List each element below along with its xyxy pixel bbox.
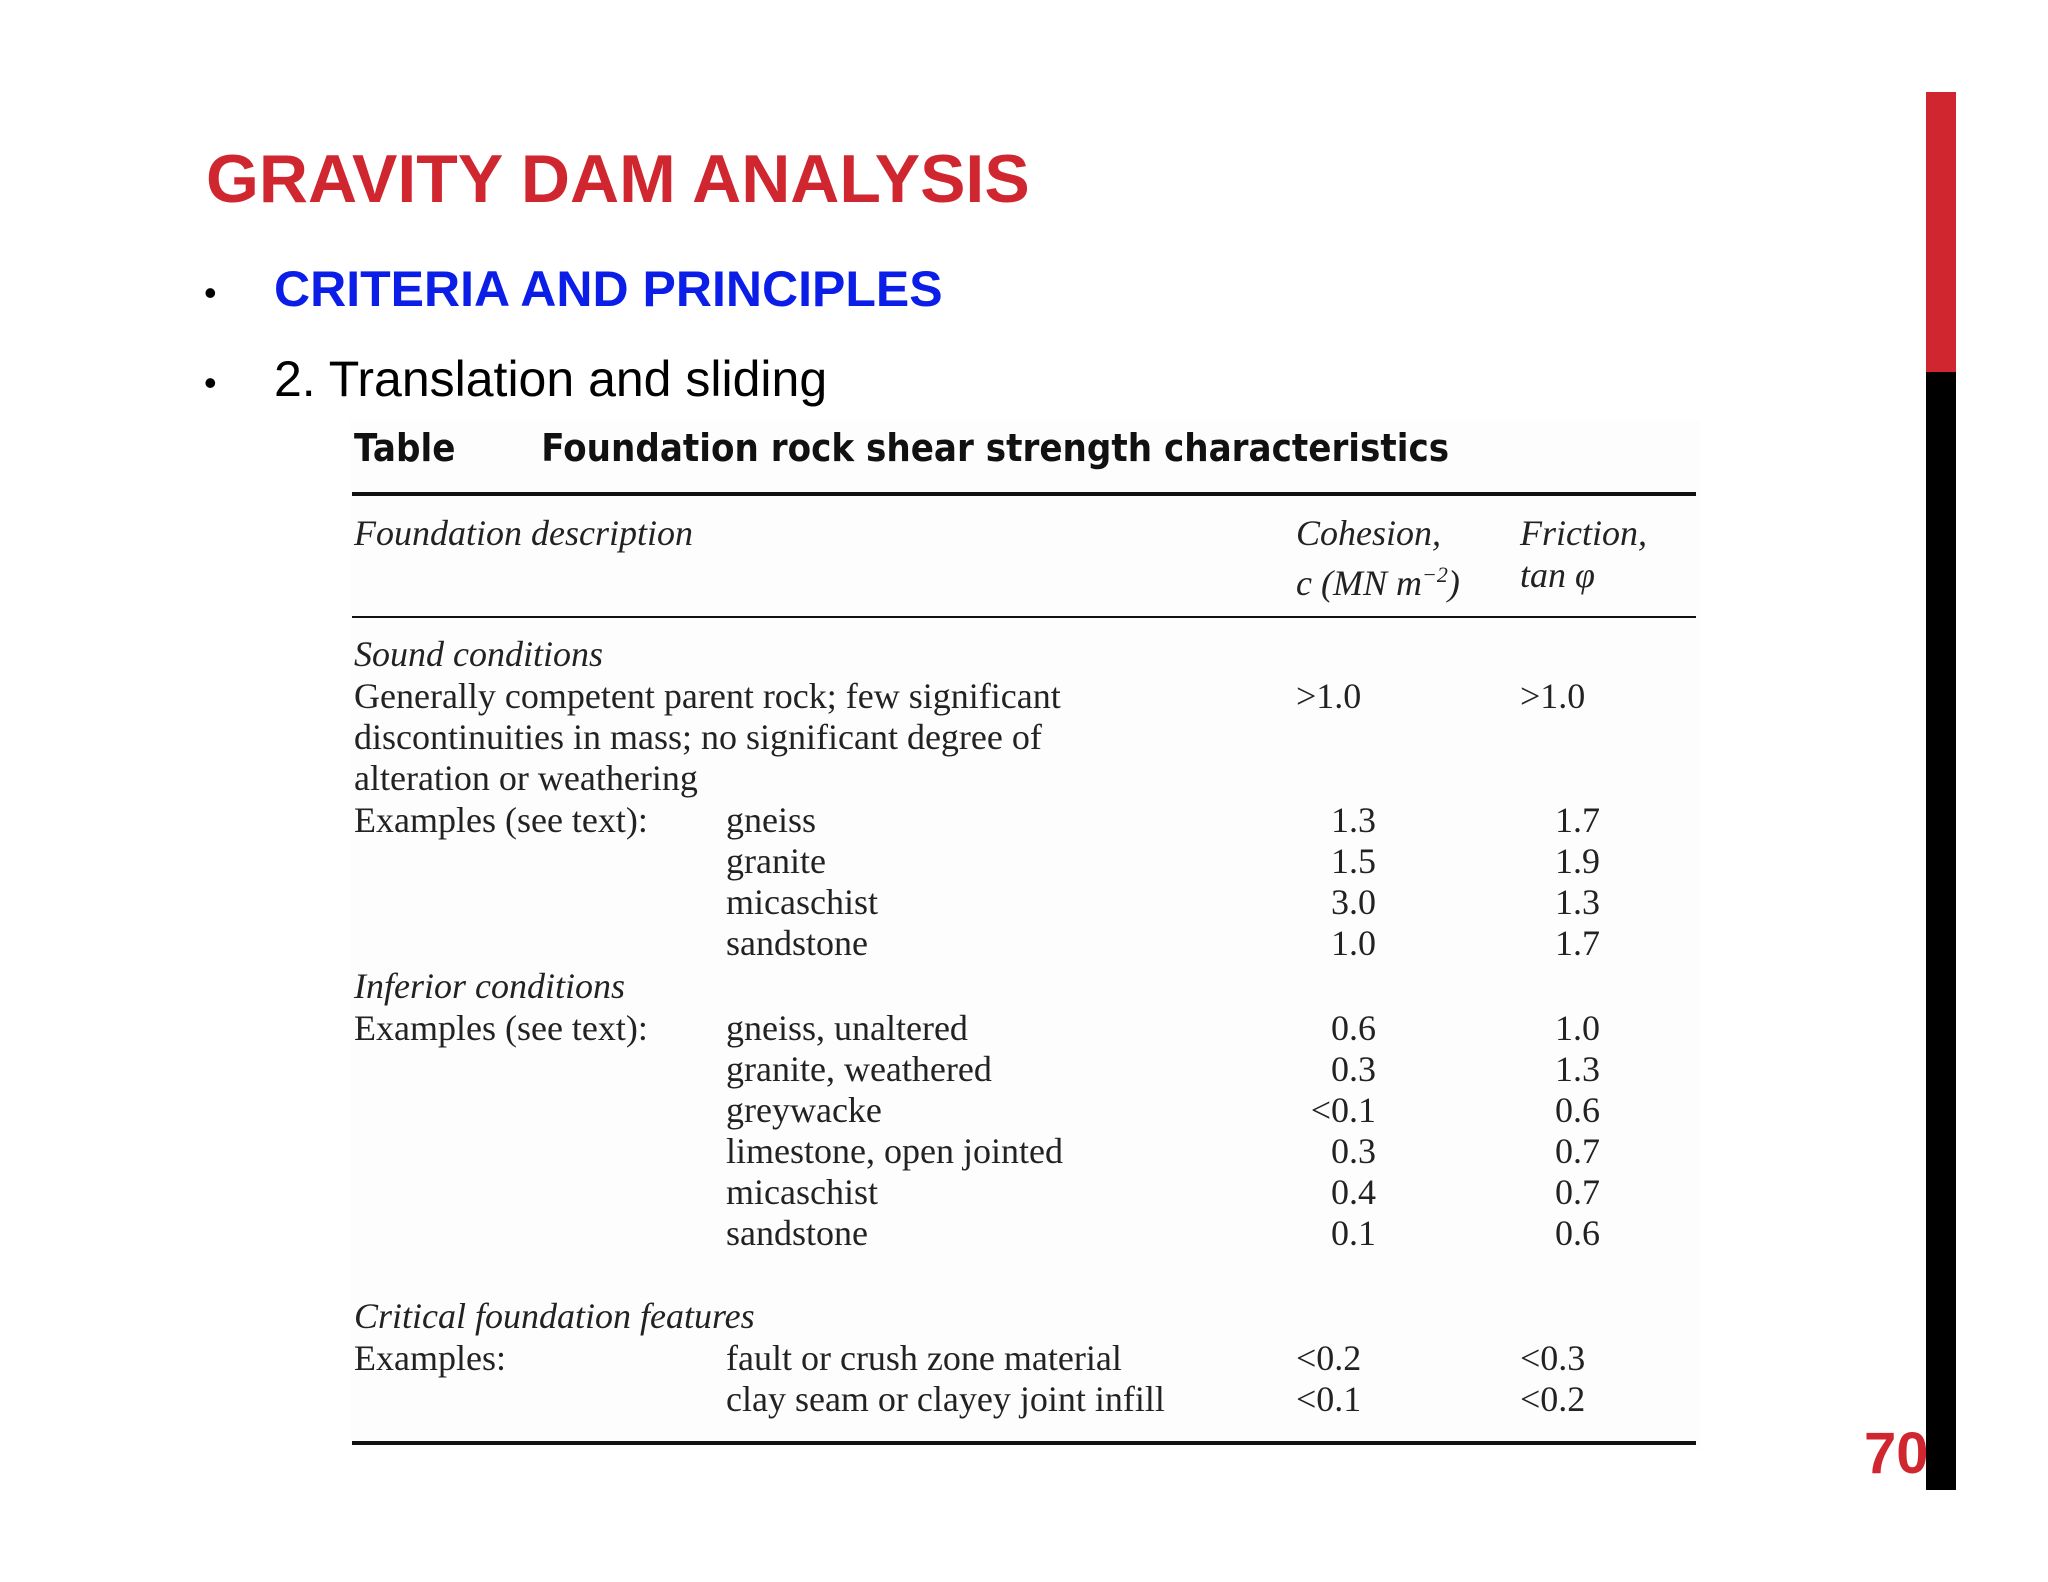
table-row-name: gneiss, unaltered [726, 1008, 968, 1048]
table-cell-cohesion: 1.0 [1331, 923, 1376, 963]
table-cell-cohesion: 0.1 [1331, 1213, 1376, 1253]
header-cohesion-line1: Cohesion, [1296, 513, 1442, 553]
table-top-rule [352, 492, 1696, 496]
section-heading-critical: Critical foundation features [354, 1296, 755, 1336]
shear-strength-table [350, 420, 1700, 1450]
table-cell-friction: <0.3 [1520, 1338, 1586, 1378]
table-cell-friction: 1.0 [1555, 1008, 1600, 1048]
table-cell-cohesion: 1.5 [1331, 841, 1376, 881]
table-row-name: clay seam or clayey joint infill [726, 1379, 1165, 1419]
page-number: 70 [1864, 1421, 1929, 1486]
table-row-name: gneiss [726, 800, 816, 840]
table-cell-friction: 1.3 [1555, 882, 1600, 922]
table-cell-cohesion: <0.1 [1310, 1090, 1376, 1130]
slide-title: GRAVITY DAM ANALYSIS [206, 141, 1030, 217]
table-cell-cohesion: 0.3 [1331, 1049, 1376, 1089]
table-caption [354, 426, 1450, 470]
bullet-dot: • [204, 271, 217, 313]
table-row-name: granite, weathered [726, 1049, 992, 1089]
table-row-name: micaschist [726, 882, 878, 922]
sound-cohesion-value: >1.0 [1296, 676, 1362, 716]
table-row-name: sandstone [726, 923, 868, 963]
critical-examples-label: Examples: [354, 1338, 506, 1378]
table-cell-friction: 0.6 [1555, 1090, 1600, 1130]
bullet-criteria [204, 260, 943, 318]
table-cell-cohesion: <0.2 [1296, 1338, 1362, 1378]
table-cell-friction: 1.3 [1555, 1049, 1600, 1089]
table-caption-label: Table [354, 426, 456, 470]
header-friction [1520, 512, 1647, 596]
table-row-name: fault or crush zone material [726, 1338, 1122, 1378]
sound-friction-value: >1.0 [1520, 676, 1586, 716]
table-row-name: limestone, open jointed [726, 1131, 1063, 1171]
side-accent-bar-red [1926, 92, 1956, 372]
header-cohesion [1296, 512, 1460, 604]
table-caption-title: Foundation rock shear strength characteristics [541, 426, 1450, 470]
bullet-translation-text: 2. Translation and sliding [274, 351, 828, 407]
table-cell-friction: 0.7 [1555, 1172, 1600, 1212]
header-foundation-description: Foundation description [354, 513, 693, 553]
table-cell-friction: 1.9 [1555, 841, 1600, 881]
header-friction-line1: Friction, [1520, 513, 1647, 553]
sound-description-line: alteration or weathering [354, 758, 698, 798]
table-cell-cohesion: 0.6 [1331, 1008, 1376, 1048]
table-cell-friction: 0.6 [1555, 1213, 1600, 1253]
table-cell-cohesion: <0.1 [1296, 1379, 1362, 1419]
table-row-name: sandstone [726, 1213, 868, 1253]
table-cell-cohesion: 0.3 [1331, 1131, 1376, 1171]
inferior-examples-label: Examples (see text): [354, 1008, 648, 1048]
table-bottom-rule [352, 1441, 1696, 1445]
header-cohesion-line2: c (MN $m^{-2}$) [1296, 562, 1460, 603]
table-cell-cohesion: 3.0 [1331, 882, 1376, 922]
table-header-rule [352, 616, 1696, 618]
table-cell-cohesion: 1.3 [1331, 800, 1376, 840]
sound-description-line: discontinuities in mass; no significant degree of [354, 717, 1042, 757]
sound-examples-label: Examples (see text): [354, 800, 648, 840]
bullet-translation [204, 350, 827, 408]
table-row-name: granite [726, 841, 826, 881]
table-cell-friction: <0.2 [1520, 1379, 1586, 1419]
table-cell-friction: 1.7 [1555, 800, 1600, 840]
bullet-criteria-text: CRITERIA AND PRINCIPLES [274, 261, 943, 317]
bullet-dot: • [204, 361, 217, 403]
section-heading-sound: Sound conditions [354, 634, 603, 674]
sound-description-line: Generally competent parent rock; few significant [354, 676, 1061, 716]
header-friction-line2: tan φ [1520, 555, 1595, 595]
table-cell-cohesion: 0.4 [1331, 1172, 1376, 1212]
section-heading-inferior: Inferior conditions [354, 966, 625, 1006]
table-row-name: greywacke [726, 1090, 882, 1130]
side-accent-bar-black [1926, 372, 1956, 1490]
table-cell-friction: 1.7 [1555, 923, 1600, 963]
table-row-name: micaschist [726, 1172, 878, 1212]
table-cell-friction: 0.7 [1555, 1131, 1600, 1171]
